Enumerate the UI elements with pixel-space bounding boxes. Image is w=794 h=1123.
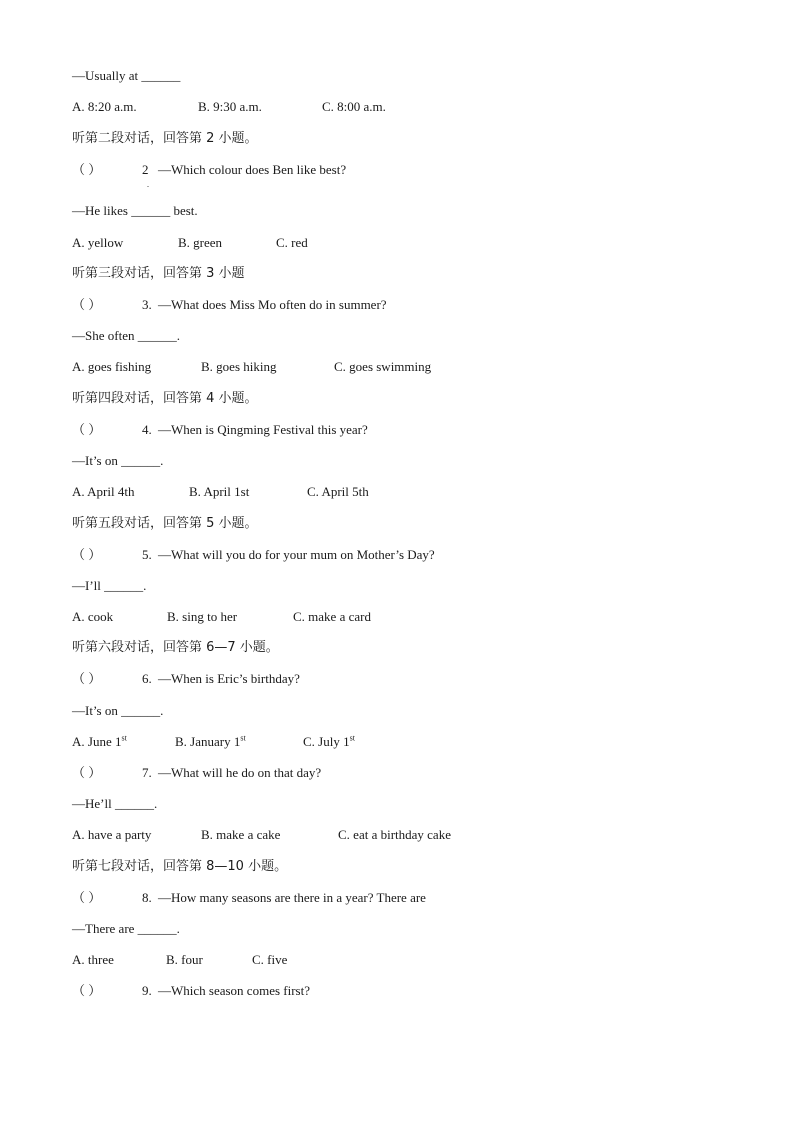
option-b-text: B. January 1 (175, 734, 241, 749)
question-number: 4. (142, 422, 152, 437)
option-c-text: C. July 1 (303, 734, 350, 749)
question-9 (72, 983, 310, 999)
question-2 (72, 162, 346, 178)
question-number: 6. (142, 671, 152, 686)
question-6 (72, 671, 300, 687)
stray-dot: . (147, 180, 149, 189)
section-heading-6: 听第六段对话，回答第 6—7 小题。 (72, 640, 279, 655)
question-text: —How many seasons are there in a year? There are (158, 890, 426, 905)
section-heading-7: 听第七段对话，回答第 8—10 小题。 (72, 859, 288, 874)
option-c-suffix: st (349, 733, 355, 743)
options-q4 (72, 484, 369, 500)
option-b-suffix: st (240, 733, 246, 743)
answer-line-7: —He’ll ______. (72, 796, 158, 811)
option-c: C. goes swimming (334, 359, 432, 374)
answer-line-6: —It’s on ______. (72, 703, 164, 718)
option-a: A. goes fishing (72, 359, 152, 374)
answer-bracket: （ ） (72, 671, 102, 686)
question-text: —Which colour does Ben like best? (158, 162, 347, 177)
options-q7 (72, 827, 451, 843)
options-q5 (72, 609, 371, 625)
options-q1 (72, 99, 386, 115)
option-a (72, 734, 175, 750)
option-b: B. 9:30 a.m. (198, 99, 262, 114)
question-number: 9. (142, 983, 152, 998)
section-heading-4: 听第四段对话，回答第 4 小题。 (72, 391, 258, 406)
question-text: —What does Miss Mo often do in summer? (158, 297, 387, 312)
option-a: A. have a party (72, 827, 152, 842)
option-a-text: A. June 1 (72, 734, 122, 749)
question-7 (72, 765, 321, 781)
option-b: B. make a cake (201, 827, 281, 842)
answer-bracket: （ ） (72, 297, 102, 312)
options-q6 (72, 734, 355, 750)
option-b: B. goes hiking (201, 359, 277, 374)
answer-bracket: （ ） (72, 422, 102, 437)
answer-bracket: （ ） (72, 983, 102, 998)
answer-line-8: —There are ______. (72, 921, 180, 936)
option-b: B. green (178, 235, 223, 250)
question-number: 3. (142, 297, 152, 312)
option-c: C. eat a birthday cake (338, 827, 451, 842)
section-heading-2: 听第二段对话，回答第 2 小题。 (72, 131, 258, 146)
question-number: 5. (142, 547, 152, 562)
option-c: C. red (276, 235, 308, 250)
option-c: C. five (252, 952, 288, 967)
option-a: A. three (72, 952, 114, 967)
options-q2 (72, 235, 308, 251)
question-number: 2 (142, 162, 149, 177)
answer-line-1: —Usually at ______ (72, 68, 181, 83)
option-a: A. cook (72, 609, 114, 624)
question-3 (72, 297, 387, 313)
option-b (175, 734, 303, 750)
question-5 (72, 547, 435, 563)
section-heading-3: 听第三段对话，回答第 3 小题 (72, 266, 245, 281)
question-text: —Which season comes first? (158, 983, 310, 998)
option-b: B. sing to her (167, 609, 238, 624)
option-c: C. 8:00 a.m. (322, 99, 386, 114)
question-4 (72, 422, 368, 438)
option-b: B. April 1st (189, 484, 250, 499)
answer-bracket: （ ） (72, 890, 102, 905)
answer-bracket: （ ） (72, 162, 102, 177)
question-number: 8. (142, 890, 152, 905)
answer-bracket: （ ） (72, 765, 102, 780)
option-a: A. April 4th (72, 484, 135, 499)
option-c: C. make a card (293, 609, 371, 624)
option-a-suffix: st (121, 733, 127, 743)
question-text: —When is Eric’s birthday? (158, 671, 300, 686)
option-a: A. 8:20 a.m. (72, 99, 137, 114)
answer-bracket: （ ） (72, 547, 102, 562)
question-8 (72, 890, 426, 906)
option-b: B. four (166, 952, 203, 967)
answer-line-3: —She often ______. (72, 328, 180, 343)
option-c: C. April 5th (307, 484, 369, 499)
question-number: 7. (142, 765, 152, 780)
question-text: —When is Qingming Festival this year? (158, 422, 368, 437)
question-text: —What will he do on that day? (158, 765, 322, 780)
answer-line-2: —He likes ______ best. (72, 203, 198, 218)
question-text: —What will you do for your mum on Mother’s Day? (158, 547, 435, 562)
options-q8 (72, 952, 287, 968)
option-c (303, 734, 355, 750)
options-q3 (72, 359, 431, 375)
answer-line-5: —I’ll ______. (72, 578, 147, 593)
section-heading-5: 听第五段对话，回答第 5 小题。 (72, 516, 258, 531)
option-a: A. yellow (72, 235, 124, 250)
answer-line-4: —It’s on ______. (72, 453, 164, 468)
